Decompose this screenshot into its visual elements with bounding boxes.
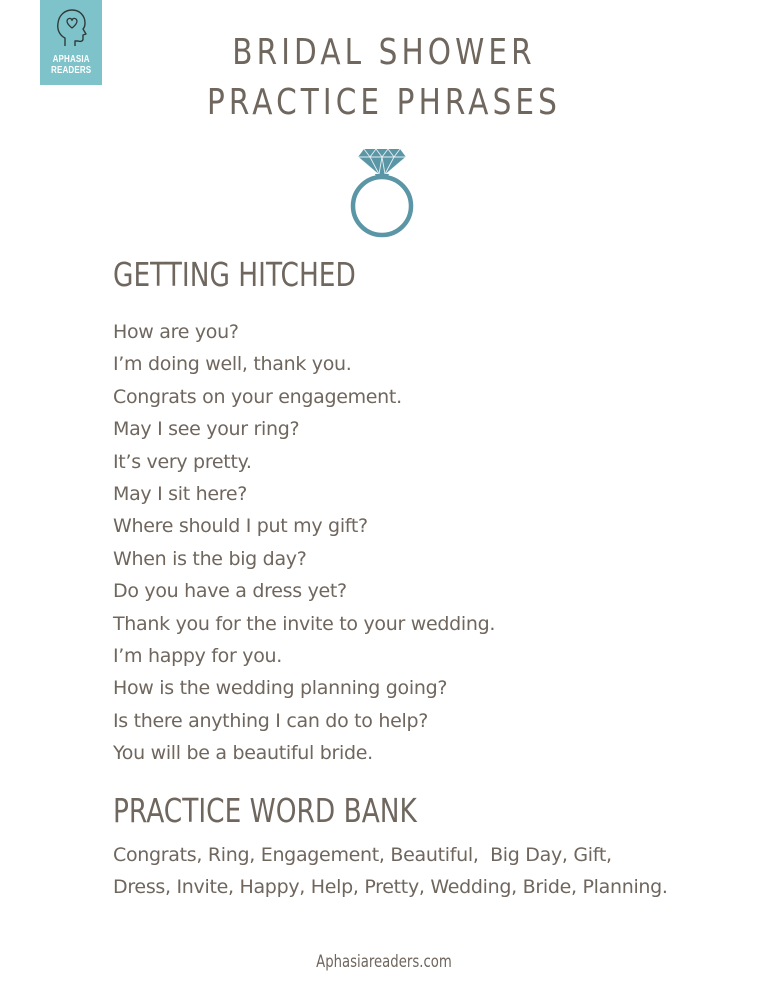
- title-line-1: BRIDAL SHOWER: [232, 32, 536, 73]
- phrase-item: It’s very pretty.: [113, 450, 252, 473]
- phrase-item: Congrats on your engagement.: [113, 385, 402, 408]
- diamond-ring-icon: [346, 144, 418, 240]
- phrase-item: When is the big day?: [113, 547, 307, 570]
- logo-line-2: READERS: [50, 65, 92, 76]
- phrase-item: How is the wedding planning going?: [113, 677, 448, 700]
- phrase-item: How are you?: [113, 321, 239, 343]
- phrase-item: Thank you for the invite to your wedding.: [113, 612, 496, 635]
- phrase-list: [113, 316, 495, 770]
- footer-website: Aphasiareaders.com: [316, 952, 452, 972]
- logo-line-1: APHASIA: [52, 54, 90, 65]
- phrase-item: I’m doing well, thank you.: [113, 353, 352, 376]
- word-bank-text: Congrats, Ring, Engagement, Beautiful, Big Day, Gift, Dress, Invite, Happy, Help, Pretty, Wedding, Bride, Planning.: [113, 844, 668, 898]
- phrase-item: Where should I put my gift?: [113, 515, 368, 538]
- title-line-2: PRACTICE PHRASES: [206, 82, 562, 123]
- section-heading-getting-hitched: GETTING HITCHED: [113, 255, 356, 294]
- phrase-item: You will be a beautiful bride.: [113, 742, 373, 765]
- footer: [0, 952, 768, 972]
- page-title: [0, 28, 768, 128]
- phrase-item: Is there anything I can do to help?: [113, 709, 428, 732]
- phrase-item: May I see your ring?: [113, 418, 300, 441]
- phrase-item: I’m happy for you.: [113, 645, 282, 668]
- section-heading-word-bank: PRACTICE WORD BANK: [113, 791, 417, 830]
- phrase-item: May I sit here?: [113, 483, 248, 506]
- phrase-item: Do you have a dress yet?: [113, 580, 347, 603]
